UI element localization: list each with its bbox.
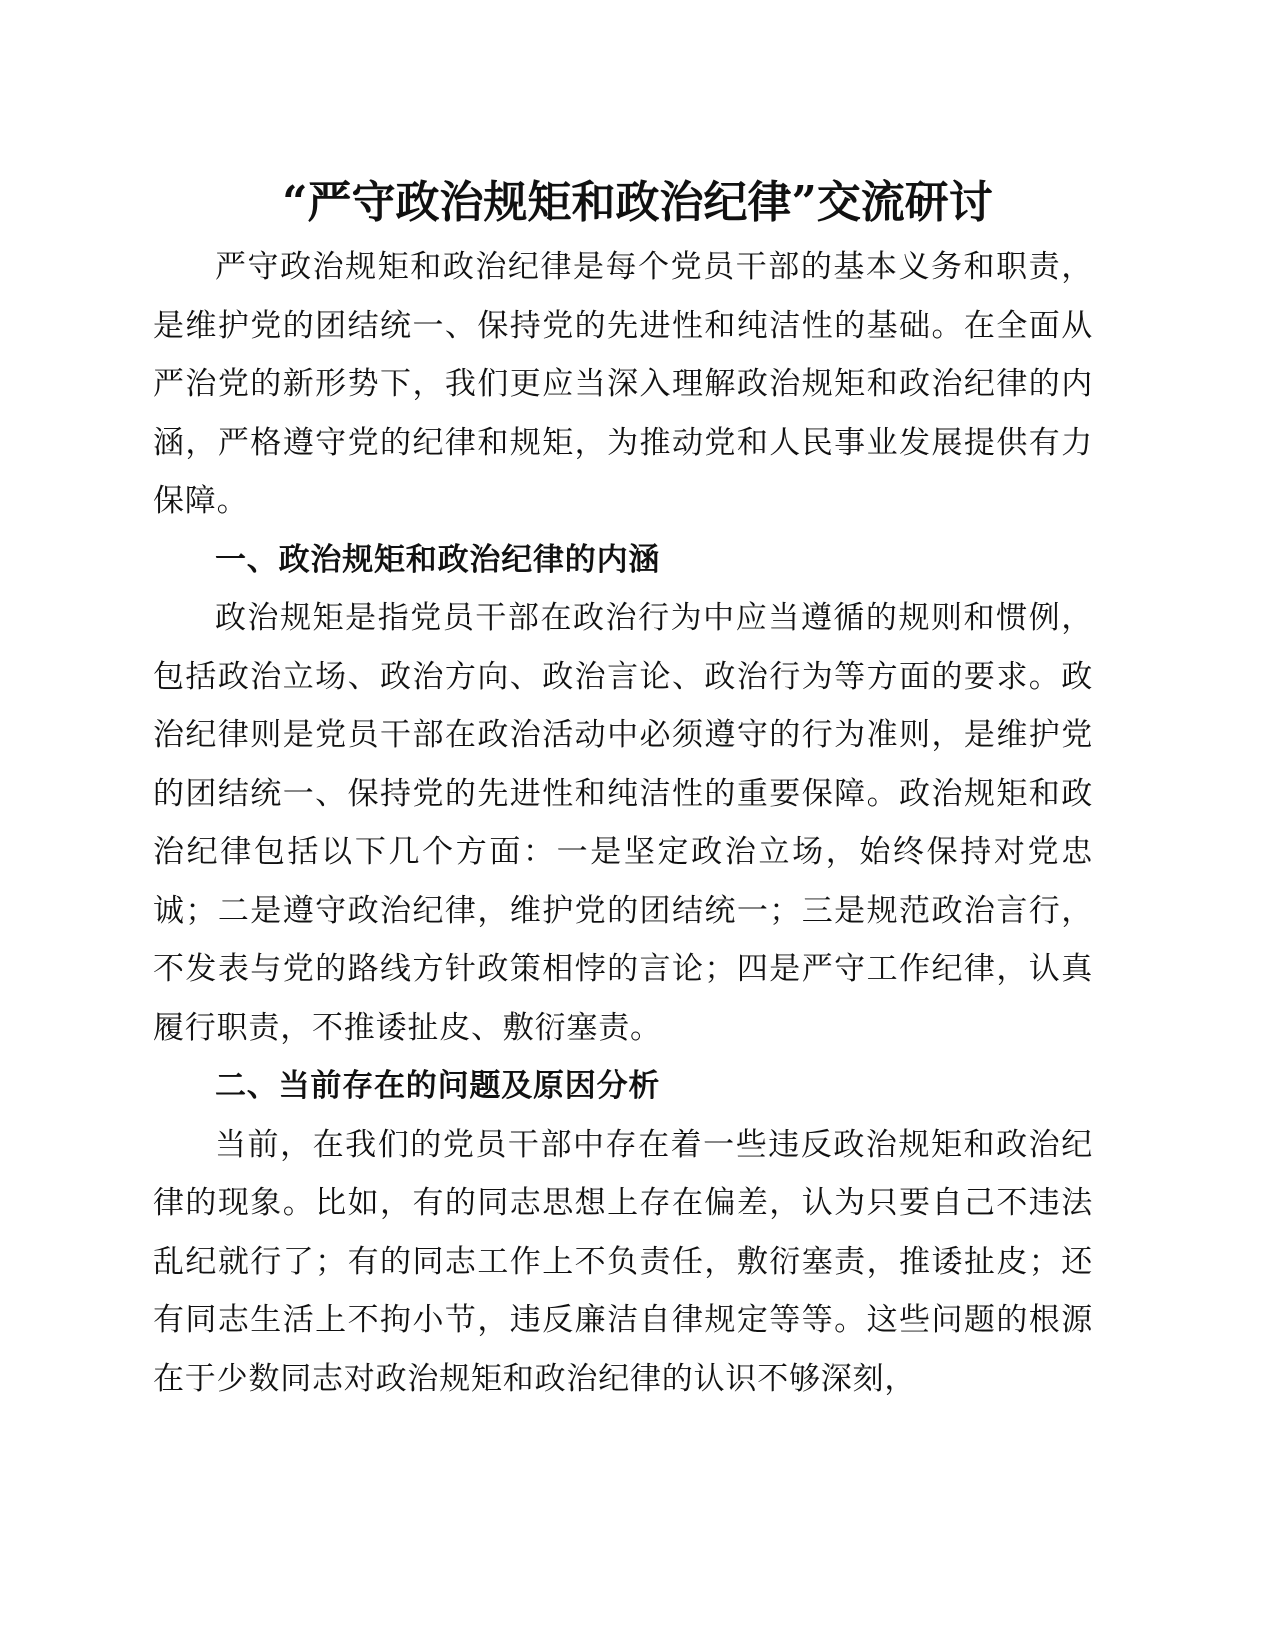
section-1-heading: 一、政治规矩和政治纪律的内涵	[215, 541, 661, 578]
document-body	[153, 238, 1093, 1408]
section-2-paragraph: 当前，在我们的党员干部中存在着一些违反政治规矩和政治纪律的现象。比如，有的同志思想上存在偏差，认为只要自己不违法乱纪就行了；有的同志工作上不负责任，敷衍塞责，推诿扯皮；还有同志生活上不拘小节，违反廉洁自律规定等等。这些问题的根源在于少数同志对政治规矩和政治纪律的认识不够深刻，	[153, 1126, 1093, 1397]
document-title: “严守政治规矩和政治纪律”交流研讨	[282, 177, 993, 228]
section-1-paragraph: 政治规矩是指党员干部在政治行为中应当遵循的规则和惯例，包括政治立场、政治方向、政治言论、政治行为等方面的要求。政治纪律则是党员干部在政治活动中必须遵守的行为准则，是维护党的团结统一、保持党的先进性和纯洁性的重要保障。政治规矩和政治纪律包括以下几个方面：一是坚定政治立场，始终保持对党忠诚；二是遵守政治纪律，维护党的团结统一；三是规范政治言行，不发表与党的路线方针政策相悖的言论；四是严守工作纪律，认真履行职责，不推诿扯皮、敷衍塞责。	[153, 600, 1093, 1046]
section-2-heading: 二、当前存在的问题及原因分析	[215, 1068, 661, 1104]
intro-paragraph: 严守政治规矩和政治纪律是每个党员干部的基本义务和职责，是维护党的团结统一、保持党的先进性和纯洁性的基础。在全面从严治党的新形势下，我们更应当深入理解政治规矩和政治纪律的内涵，严格遵守党的纪律和规矩，为推动党和人民事业发展提供有力保障。	[153, 249, 1093, 519]
